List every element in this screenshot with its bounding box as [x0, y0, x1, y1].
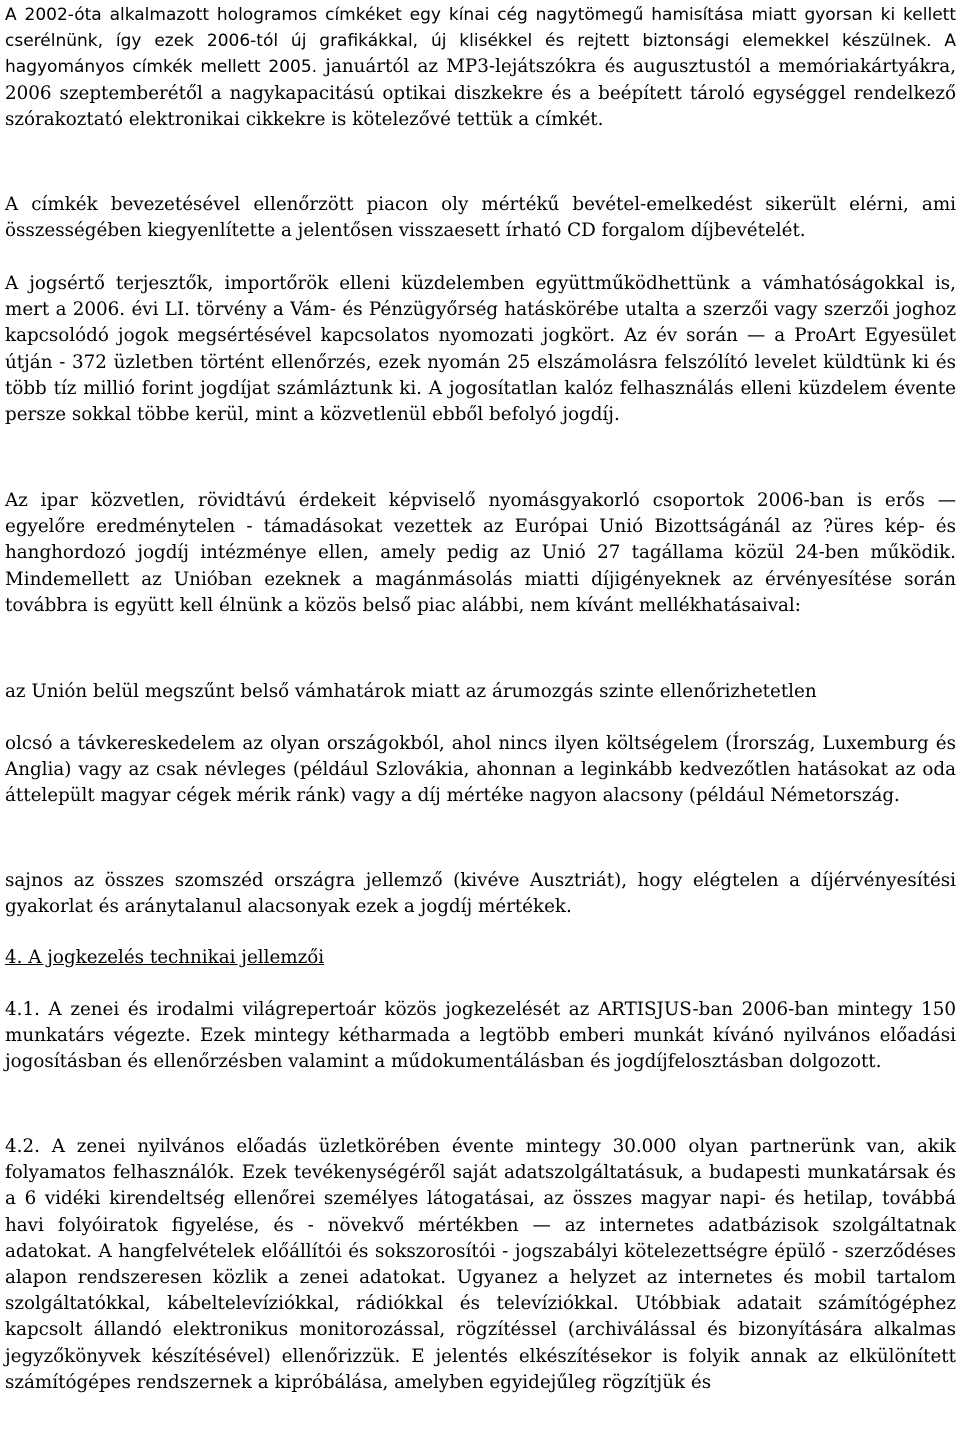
- paragraph-label-revenue: A címkék bevezetésével ellenőrzött piacon oly mértékű bevétel-emelkedést sikerült elérni, ami összességében kiegyenlítette a jelentősen visszaesett írható CD forgalom díjbevételét.: [5, 194, 956, 242]
- paragraph-infringers: A jogsértő terjesztők, importőrök elleni küzdelemben együttműködhettünk a vámhatóságokkal is, mert a 2006. évi LI. törvény a Vám- és Pénzügyőrség hatáskörébe utalta a szerzői vagy szerzői joghoz kapcsolódó jogok megsértésével kapcsolatos nyomozati jogkört. Az év során — a ProArt Egyesület útján - 372 üzletben történt ellenőrzés, ezek nyomán 25 elszámolásra felszólító levelet küldtünk ki és több tíz millió forint jogdíjat számláztunk ki. A jogosítatlan kalóz felhasználás elleni küzdelem évente persze sokkal többe kerül, mint a közvetlenül ebből befolyó jogdíj.: [5, 273, 956, 426]
- paragraph-hologram-labels-sans-part: A 2002-óta alkalmazott hologramos címkéket egy kínai cég nagytömegű hamisítása miatt gyorsan ki kellett cserélnünk, így ezek 2006-tól új grafikákkal, új klisékkel és rejtett biztonsági elemekkel készülnek. A hagyományos címkék mellett 2005.: [5, 5, 956, 78]
- section-heading: 4. A jogkezelés technikai jellemzői: [5, 947, 325, 968]
- paragraph-distance-trade: olcsó a távkereskedelem az olyan országokból, ahol nincs ilyen költségelem (Írország, Luxemburg és Anglia) vagy az csak névleges (például Szlovákia, ahonnan a leginkább kedvezőtlen hatásokat az oda áttelepült magyar cégek mérik ránk) vagy a díj mértéke nagyon alacsony (például Németország.: [5, 733, 956, 807]
- paragraph-hologram-labels-serif-part: januártól az MP3-lejátszókra és augusztustól a memóriakártyákra, 2006 szeptemberétől a nagykapacitású optikai diszkekre és a beépített tároló egységgel rendelkező szórakoztató elektronikai cikkekre is kötelezővé tettük a címkét.: [5, 56, 957, 130]
- paragraph-customs-borders: az Unión belül megszűnt belső vámhatárok miatt az árumozgás szinte ellenőrizhetetlen: [5, 681, 817, 702]
- paragraph-neighbour-countries: sajnos az összes szomszéd országra jellemző (kivéve Ausztriát), hogy elégtelen a díjérvényesítési gyakorlat és aránytalanul alacsonyak ezek a jogdíj mértékek.: [5, 870, 956, 918]
- paragraph-4-2: 4.2. A zenei nyilvános előadás üzletkörében évente mintegy 30.000 olyan partnerünk van, akik folyamatos felhasználók. Ezek tevékenységéről saját adatszolgáltatásuk, a budapesti munkatársak és a 6 vidéki kirendeltség ellenőrei személyes látogatásai, az összes magyar napi- és hetilap, továbbá havi folyóiratok figyelése, és - növekvő mértékben — az internetes adatbázisok szolgáltatnak adatokat. A hangfelvételek előállítói és sokszorosítói - jogszabályi kötelezettségre épülő - szerződéses alapon rendszeresen közlik a zenei adatokat. Ugyanez a helyzet az internetes és mobil tartalom szolgáltatókkal, kábeltelevíziókkal, rádiókkal és televíziókkal. Utóbbiak adatait számítógéphez kapcsolt állandó elektronikus monitorozással, rögzítéssel (archiválással és bizonyítására alkalmas jegyzőkönyvek készítésével) ellenőrizzük. E jelentés elkészítésekor is folyik annak az elkülönített számítógépes rendszernek a kipróbálása, amelyben egyidejűleg rögzítjük és: [5, 1136, 956, 1393]
- paragraph-industry-lobby: Az ipar közvetlen, rövidtávú érdekeit képviselő nyomásgyakorló csoportok 2006-ban is erős — egyelőre eredménytelen - támadásokat vezettek az Európai Unió Bizottságánál az ?üres kép- és hanghordozó jogdíj intézménye ellen, amely pedig az Unió 27 tagállama közül 24-ben működik. Mindemellett az Unióban ezeknek a magánmásolás miatti díjigényeknek az érvényesítése során továbbra is együtt kell élnünk a közös belső piac alábbi, nem kívánt mellékhatásaival:: [5, 490, 956, 616]
- paragraph-4-1: 4.1. A zenei és irodalmi világrepertoár közös jogkezelését az ARTISJUS-ban 2006-ban mintegy 150 munkatárs végezte. Ezek mintegy kétharmada a legtöbb emberi munkát kívánó nyilvános előadási jogosításban és ellenőrzésben valamint a műdokumentálásban és jogdíjfelosztásban dolgozott.: [5, 999, 956, 1073]
- paragraph-hologram-labels: [5, 2, 956, 133]
